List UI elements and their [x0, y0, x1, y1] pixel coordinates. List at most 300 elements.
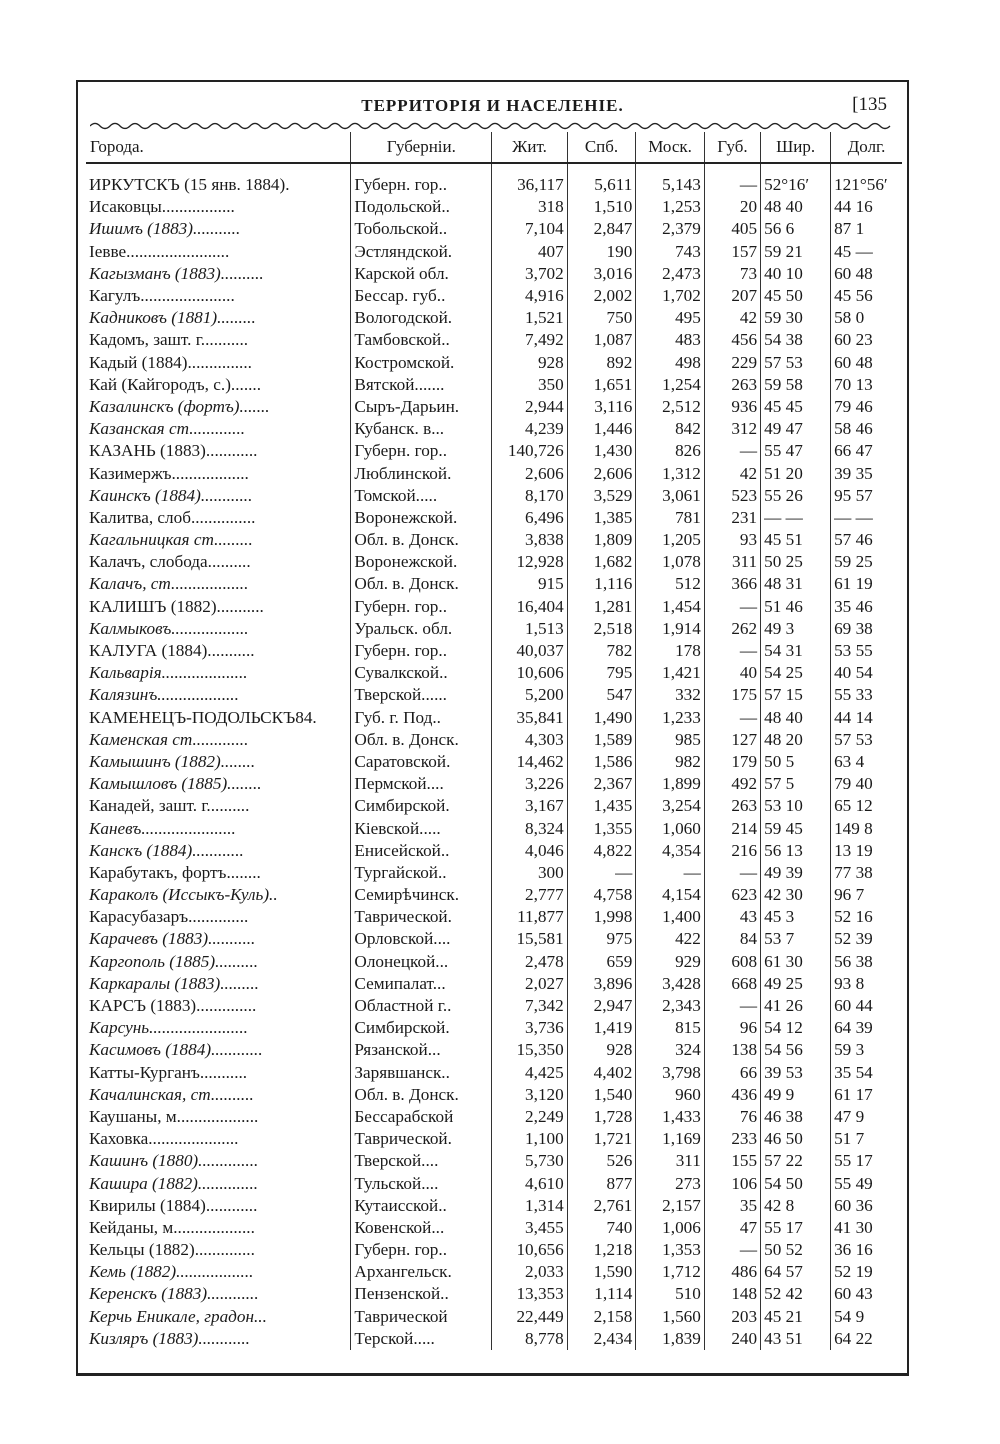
city-cell: КАЗАНЬ (1883)............ — [89, 441, 258, 461]
spb-distance-cell: 975 — [567, 928, 636, 950]
table-row — [86, 196, 902, 218]
latitude-cell: 49 47 — [761, 418, 831, 440]
longitude-cell: 13 19 — [831, 840, 902, 862]
moscow-distance-cell: 1,169 — [636, 1128, 705, 1150]
longitude-cell: 45 56 — [831, 285, 902, 307]
gub-distance-cell: 233 — [704, 1128, 760, 1150]
table-row — [86, 352, 902, 374]
city-cell: Канскъ (1884)............ — [89, 840, 244, 860]
latitude-cell: — — — [761, 507, 831, 529]
moscow-distance-cell: 1,006 — [636, 1217, 705, 1239]
longitude-cell: 55 17 — [831, 1150, 902, 1172]
population-cell: 4,303 — [492, 729, 567, 751]
province-cell: Тверской...... — [351, 684, 492, 706]
city-cell: Калмыковъ.................. — [89, 618, 249, 638]
population-cell: 4,046 — [492, 840, 567, 862]
province-cell: Губерн. гор.. — [351, 174, 492, 196]
latitude-cell: 59 45 — [761, 817, 831, 839]
population-cell: 407 — [492, 241, 567, 263]
city-cell: Караколъ (Иссыкъ-Куль).. — [89, 885, 278, 905]
gub-distance-cell: 623 — [704, 884, 760, 906]
spb-distance-cell: 2,947 — [567, 995, 636, 1017]
moscow-distance-cell: 273 — [636, 1172, 705, 1194]
table-row — [86, 307, 902, 329]
table-row — [86, 773, 902, 795]
province-cell: Обл. в. Донск. — [351, 1084, 492, 1106]
population-cell: 5,730 — [492, 1150, 567, 1172]
city-cell: Каркаралы (1883)......... — [89, 973, 259, 993]
longitude-cell: 60 44 — [831, 995, 902, 1017]
population-cell: 15,350 — [492, 1039, 567, 1061]
city-cell: Кадомъ, зашт. г........... — [89, 330, 249, 350]
spb-distance-cell: 1,540 — [567, 1084, 636, 1106]
latitude-cell: 45 3 — [761, 906, 831, 928]
spb-distance-cell: 1,721 — [567, 1128, 636, 1150]
table-row — [86, 485, 902, 507]
longitude-cell: 53 55 — [831, 640, 902, 662]
spb-distance-cell: 526 — [567, 1150, 636, 1172]
province-cell: Эстляндской. — [351, 241, 492, 263]
gub-distance-cell: 175 — [704, 684, 760, 706]
spb-distance-cell: 4,822 — [567, 840, 636, 862]
city-cell: Кашинъ (1880).............. — [89, 1151, 259, 1171]
latitude-cell: 57 5 — [761, 773, 831, 795]
longitude-cell: 56 38 — [831, 951, 902, 973]
city-cell: Кагызманъ (1883).......... — [89, 263, 264, 283]
latitude-cell: 51 20 — [761, 462, 831, 484]
longitude-cell: 58 46 — [831, 418, 902, 440]
table-row — [86, 218, 902, 240]
latitude-cell: 48 20 — [761, 729, 831, 751]
spb-distance-cell: 1,419 — [567, 1017, 636, 1039]
table-row — [86, 817, 902, 839]
moscow-distance-cell: 512 — [636, 573, 705, 595]
population-cell: 7,492 — [492, 329, 567, 351]
gub-distance-cell: 203 — [704, 1306, 760, 1328]
province-cell: Сыръ-Дарьин. — [351, 396, 492, 418]
gub-distance-cell: 366 — [704, 573, 760, 595]
spb-distance-cell: 3,016 — [567, 263, 636, 285]
spb-distance-cell: 1,116 — [567, 573, 636, 595]
spb-distance-cell: 1,682 — [567, 551, 636, 573]
moscow-distance-cell: 1,839 — [636, 1328, 705, 1350]
moscow-distance-cell: 178 — [636, 640, 705, 662]
latitude-cell: 49 39 — [761, 862, 831, 884]
population-cell: 3,120 — [492, 1084, 567, 1106]
table-row — [86, 1084, 902, 1106]
population-cell: 350 — [492, 374, 567, 396]
province-cell: Бессарабской — [351, 1106, 492, 1128]
city-cell: Катты-Курганъ........... — [89, 1062, 248, 1082]
latitude-cell: 51 46 — [761, 596, 831, 618]
gub-distance-cell: 20 — [704, 196, 760, 218]
spb-distance-cell: 2,606 — [567, 462, 636, 484]
table-row — [86, 551, 902, 573]
province-cell: Пензенской.. — [351, 1283, 492, 1305]
spb-distance-cell: 928 — [567, 1039, 636, 1061]
latitude-cell: 59 21 — [761, 241, 831, 263]
city-cell: Кейданы, м................... — [89, 1217, 255, 1237]
city-cell: Кагальницкая ст......... — [89, 530, 253, 550]
table-row — [86, 1195, 902, 1217]
moscow-distance-cell: 2,379 — [636, 218, 705, 240]
city-cell: Канадей, зашт. г.......... — [89, 796, 250, 816]
province-cell: Обл. в. Донск. — [351, 729, 492, 751]
spb-distance-cell: 1,490 — [567, 707, 636, 729]
longitude-cell: 59 25 — [831, 551, 902, 573]
moscow-distance-cell: 498 — [636, 352, 705, 374]
population-cell: 8,324 — [492, 817, 567, 839]
spb-distance-cell: 2,002 — [567, 285, 636, 307]
col-header-gub: Губ. — [704, 132, 760, 163]
province-cell: Архангельск. — [351, 1261, 492, 1283]
gub-distance-cell: 96 — [704, 1017, 760, 1039]
longitude-cell: 60 43 — [831, 1283, 902, 1305]
city-cell: Казалинскъ (фортъ)....... — [89, 396, 270, 416]
spb-distance-cell: 750 — [567, 307, 636, 329]
population-cell: 4,916 — [492, 285, 567, 307]
latitude-cell: 54 12 — [761, 1017, 831, 1039]
gub-distance-cell: 42 — [704, 462, 760, 484]
gub-distance-cell: — — [704, 174, 760, 196]
longitude-cell: 93 8 — [831, 973, 902, 995]
gub-distance-cell: 263 — [704, 795, 760, 817]
moscow-distance-cell: 1,712 — [636, 1261, 705, 1283]
spb-distance-cell: 1,651 — [567, 374, 636, 396]
longitude-cell: 58 0 — [831, 307, 902, 329]
longitude-cell: 87 1 — [831, 218, 902, 240]
city-cell: Каушаны, м................... — [89, 1106, 259, 1126]
city-cell: Калязинъ................... — [89, 685, 239, 705]
moscow-distance-cell: 4,154 — [636, 884, 705, 906]
longitude-cell: 64 39 — [831, 1017, 902, 1039]
population-cell: 36,117 — [492, 174, 567, 196]
gub-distance-cell: 76 — [704, 1106, 760, 1128]
moscow-distance-cell: 842 — [636, 418, 705, 440]
spb-distance-cell: 2,518 — [567, 618, 636, 640]
city-cell: Каховка..................... — [89, 1129, 239, 1149]
population-cell: 10,606 — [492, 662, 567, 684]
latitude-cell: 49 3 — [761, 618, 831, 640]
moscow-distance-cell: 311 — [636, 1150, 705, 1172]
city-cell: КАМЕНЕЦЪ-ПОДОЛЬСКЪ84. — [89, 707, 317, 727]
table-row — [86, 729, 902, 751]
province-cell: Ковенской... — [351, 1217, 492, 1239]
longitude-cell: 149 8 — [831, 817, 902, 839]
city-cell: Камышинъ (1882)........ — [89, 751, 256, 771]
population-cell: 2,478 — [492, 951, 567, 973]
gub-distance-cell: 40 — [704, 662, 760, 684]
longitude-cell: 52 39 — [831, 928, 902, 950]
moscow-distance-cell: 1,353 — [636, 1239, 705, 1261]
population-cell: 4,239 — [492, 418, 567, 440]
latitude-cell: 48 31 — [761, 573, 831, 595]
city-cell: Исаковцы................. — [89, 197, 235, 217]
latitude-cell: 55 47 — [761, 440, 831, 462]
population-cell: 40,037 — [492, 640, 567, 662]
table-row — [86, 418, 902, 440]
gub-distance-cell: 486 — [704, 1261, 760, 1283]
spb-distance-cell: 1,114 — [567, 1283, 636, 1305]
gub-distance-cell: 312 — [704, 418, 760, 440]
population-cell: 1,513 — [492, 618, 567, 640]
latitude-cell: 42 30 — [761, 884, 831, 906]
province-cell: Губерн. гор.. — [351, 440, 492, 462]
longitude-cell: 95 57 — [831, 485, 902, 507]
moscow-distance-cell: 1,253 — [636, 196, 705, 218]
city-cell: Керчь Еникале, градон... — [89, 1306, 267, 1326]
spb-distance-cell: 1,728 — [567, 1106, 636, 1128]
city-cell: Каневъ...................... — [89, 818, 236, 838]
city-cell: Іевве........................ — [89, 241, 230, 261]
longitude-cell: 45 — — [831, 241, 902, 263]
latitude-cell: 56 13 — [761, 840, 831, 862]
table-row — [86, 1106, 902, 1128]
table-row — [86, 241, 902, 263]
province-cell: Вологодской. — [351, 307, 492, 329]
table-row — [86, 928, 902, 950]
latitude-cell: 55 26 — [761, 485, 831, 507]
moscow-distance-cell: 826 — [636, 440, 705, 462]
latitude-cell: 41 26 — [761, 995, 831, 1017]
province-cell: Зарявшанск.. — [351, 1062, 492, 1084]
gub-distance-cell: 231 — [704, 507, 760, 529]
city-cell: Кизляръ (1883)............ — [89, 1328, 250, 1348]
longitude-cell: 61 19 — [831, 573, 902, 595]
gub-distance-cell: 405 — [704, 218, 760, 240]
city-cell: КАРСЪ (1883).............. — [89, 996, 257, 1016]
population-cell: 3,838 — [492, 529, 567, 551]
longitude-cell: — — — [831, 507, 902, 529]
gub-distance-cell: 311 — [704, 551, 760, 573]
table-row — [86, 640, 902, 662]
moscow-distance-cell: 3,428 — [636, 973, 705, 995]
table-row — [86, 840, 902, 862]
latitude-cell: 52 42 — [761, 1283, 831, 1305]
table-row — [86, 1239, 902, 1261]
city-cell: Кальварія.................... — [89, 663, 248, 683]
population-cell: 300 — [492, 862, 567, 884]
city-cell: Квирилы (1884)............ — [89, 1195, 258, 1215]
table-row — [86, 751, 902, 773]
province-cell: Тамбовской.. — [351, 329, 492, 351]
longitude-cell: 57 46 — [831, 529, 902, 551]
moscow-distance-cell: 1,899 — [636, 773, 705, 795]
longitude-cell: 52 19 — [831, 1261, 902, 1283]
latitude-cell: 57 53 — [761, 352, 831, 374]
city-cell: КАЛУГА (1884)........... — [89, 641, 255, 661]
longitude-cell: 121°56′ — [831, 174, 902, 196]
province-cell: Бессар. губ.. — [351, 285, 492, 307]
province-cell: Уральск. обл. — [351, 618, 492, 640]
spb-distance-cell: 3,116 — [567, 396, 636, 418]
province-cell: Саратовской. — [351, 751, 492, 773]
table-row — [86, 684, 902, 706]
province-cell: Симбирской. — [351, 1017, 492, 1039]
province-cell: Семирѣчинск. — [351, 884, 492, 906]
city-cell: Каргополь (1885).......... — [89, 951, 259, 971]
population-cell: 7,104 — [492, 218, 567, 240]
city-cell: Качалинская, ст.......... — [89, 1084, 254, 1104]
city-cell: Калитва, слоб............... — [89, 507, 256, 527]
moscow-distance-cell: 929 — [636, 951, 705, 973]
population-cell: 3,167 — [492, 795, 567, 817]
longitude-cell: 51 7 — [831, 1128, 902, 1150]
longitude-cell: 40 54 — [831, 662, 902, 684]
spb-distance-cell: 1,218 — [567, 1239, 636, 1261]
latitude-cell: 54 56 — [761, 1039, 831, 1061]
population-cell: 6,496 — [492, 507, 567, 529]
population-cell: 3,736 — [492, 1017, 567, 1039]
city-cell: Кельцы (1882).............. — [89, 1240, 255, 1260]
spb-distance-cell: 1,998 — [567, 906, 636, 928]
col-header-cities: Города. — [86, 132, 351, 163]
population-cell: 8,170 — [492, 485, 567, 507]
table-row — [86, 573, 902, 595]
longitude-cell: 96 7 — [831, 884, 902, 906]
gub-distance-cell: 93 — [704, 529, 760, 551]
col-header-latitude: Шир. — [761, 132, 831, 163]
latitude-cell: 59 58 — [761, 374, 831, 396]
gub-distance-cell: 127 — [704, 729, 760, 751]
col-header-moscow: Моск. — [636, 132, 705, 163]
longitude-cell: 65 12 — [831, 795, 902, 817]
latitude-cell: 45 51 — [761, 529, 831, 551]
latitude-cell: 49 9 — [761, 1084, 831, 1106]
longitude-cell: 59 3 — [831, 1039, 902, 1061]
gub-distance-cell: 216 — [704, 840, 760, 862]
province-cell: Семипалат... — [351, 973, 492, 995]
spb-distance-cell: 3,896 — [567, 973, 636, 995]
latitude-cell: 50 5 — [761, 751, 831, 773]
spb-distance-cell: 740 — [567, 1217, 636, 1239]
latitude-cell: 54 25 — [761, 662, 831, 684]
population-cell: 22,449 — [492, 1306, 567, 1328]
spb-distance-cell: 1,281 — [567, 596, 636, 618]
table-row — [86, 995, 902, 1017]
moscow-distance-cell: 495 — [636, 307, 705, 329]
population-cell: 3,455 — [492, 1217, 567, 1239]
moscow-distance-cell: 960 — [636, 1084, 705, 1106]
latitude-cell: 55 17 — [761, 1217, 831, 1239]
population-cell: 4,610 — [492, 1172, 567, 1194]
province-cell: Областной г.. — [351, 995, 492, 1017]
gub-distance-cell: — — [704, 1239, 760, 1261]
table-row — [86, 507, 902, 529]
table-row — [86, 1217, 902, 1239]
page-frame — [76, 80, 909, 1376]
table-row — [86, 1283, 902, 1305]
spb-distance-cell: 1,355 — [567, 817, 636, 839]
moscow-distance-cell: 1,060 — [636, 817, 705, 839]
longitude-cell: 41 30 — [831, 1217, 902, 1239]
table-row — [86, 884, 902, 906]
gub-distance-cell: 936 — [704, 396, 760, 418]
table-row — [86, 1062, 902, 1084]
longitude-cell: 39 35 — [831, 462, 902, 484]
gub-distance-cell: — — [704, 440, 760, 462]
spb-distance-cell: 5,611 — [567, 174, 636, 196]
population-cell: 16,404 — [492, 596, 567, 618]
province-cell: Тверской.... — [351, 1150, 492, 1172]
population-cell: 15,581 — [492, 928, 567, 950]
city-cell: Карсунь....................... — [89, 1018, 248, 1038]
longitude-cell: 35 46 — [831, 596, 902, 618]
latitude-cell: 54 38 — [761, 329, 831, 351]
table-row — [86, 1328, 902, 1350]
population-cell: 7,342 — [492, 995, 567, 1017]
spb-distance-cell: — — [567, 862, 636, 884]
col-header-longitude: Долг. — [831, 132, 902, 163]
spb-distance-cell: 1,510 — [567, 196, 636, 218]
spb-distance-cell: 3,529 — [567, 485, 636, 507]
gub-distance-cell: 214 — [704, 817, 760, 839]
moscow-distance-cell: 1,078 — [636, 551, 705, 573]
gub-distance-cell: 523 — [704, 485, 760, 507]
spb-distance-cell: 1,586 — [567, 751, 636, 773]
latitude-cell: 54 31 — [761, 640, 831, 662]
moscow-distance-cell: 3,254 — [636, 795, 705, 817]
moscow-distance-cell: 324 — [636, 1039, 705, 1061]
province-cell: Воронежской. — [351, 507, 492, 529]
spb-distance-cell: 190 — [567, 241, 636, 263]
table-row — [86, 1017, 902, 1039]
moscow-distance-cell: 1,312 — [636, 462, 705, 484]
gub-distance-cell: 207 — [704, 285, 760, 307]
longitude-cell: 60 48 — [831, 352, 902, 374]
spb-distance-cell: 892 — [567, 352, 636, 374]
table-row — [86, 951, 902, 973]
city-cell: Карасубазаръ.............. — [89, 907, 249, 927]
longitude-cell: 69 38 — [831, 618, 902, 640]
table-row — [86, 1261, 902, 1283]
province-cell: Таврической. — [351, 1128, 492, 1150]
spb-distance-cell: 1,430 — [567, 440, 636, 462]
province-cell: Пермской.... — [351, 773, 492, 795]
gub-distance-cell: 66 — [704, 1062, 760, 1084]
city-cell: Кадниковъ (1881)......... — [89, 308, 256, 328]
latitude-cell: 45 45 — [761, 396, 831, 418]
latitude-cell: 48 40 — [761, 196, 831, 218]
city-cell: Камышловъ (1885)........ — [89, 774, 262, 794]
gub-distance-cell: — — [704, 640, 760, 662]
gub-distance-cell: 42 — [704, 307, 760, 329]
spb-distance-cell: 659 — [567, 951, 636, 973]
city-cell: Ишимъ (1883)........... — [89, 219, 241, 239]
province-cell: Енисейской.. — [351, 840, 492, 862]
city-cell: Кашира (1882).............. — [89, 1173, 259, 1193]
population-cell: 5,200 — [492, 684, 567, 706]
latitude-cell: 39 53 — [761, 1062, 831, 1084]
population-cell: 3,226 — [492, 773, 567, 795]
longitude-cell: 44 14 — [831, 707, 902, 729]
spb-distance-cell: 877 — [567, 1172, 636, 1194]
latitude-cell: 46 38 — [761, 1106, 831, 1128]
province-cell: Воронежской. — [351, 551, 492, 573]
gub-distance-cell: — — [704, 707, 760, 729]
city-cell: Кагулъ...................... — [89, 286, 235, 306]
city-cell: ИРКУТСКЪ (15 янв. 1884). — [89, 175, 290, 195]
table-row — [86, 1039, 902, 1061]
gub-distance-cell: 148 — [704, 1283, 760, 1305]
city-cell: Карабутакъ, фортъ........ — [89, 862, 261, 882]
province-cell: Тургайской.. — [351, 862, 492, 884]
population-cell: 13,353 — [492, 1283, 567, 1305]
gub-distance-cell: 84 — [704, 928, 760, 950]
population-cell: 928 — [492, 352, 567, 374]
longitude-cell: 47 9 — [831, 1106, 902, 1128]
spb-distance-cell: 2,761 — [567, 1195, 636, 1217]
